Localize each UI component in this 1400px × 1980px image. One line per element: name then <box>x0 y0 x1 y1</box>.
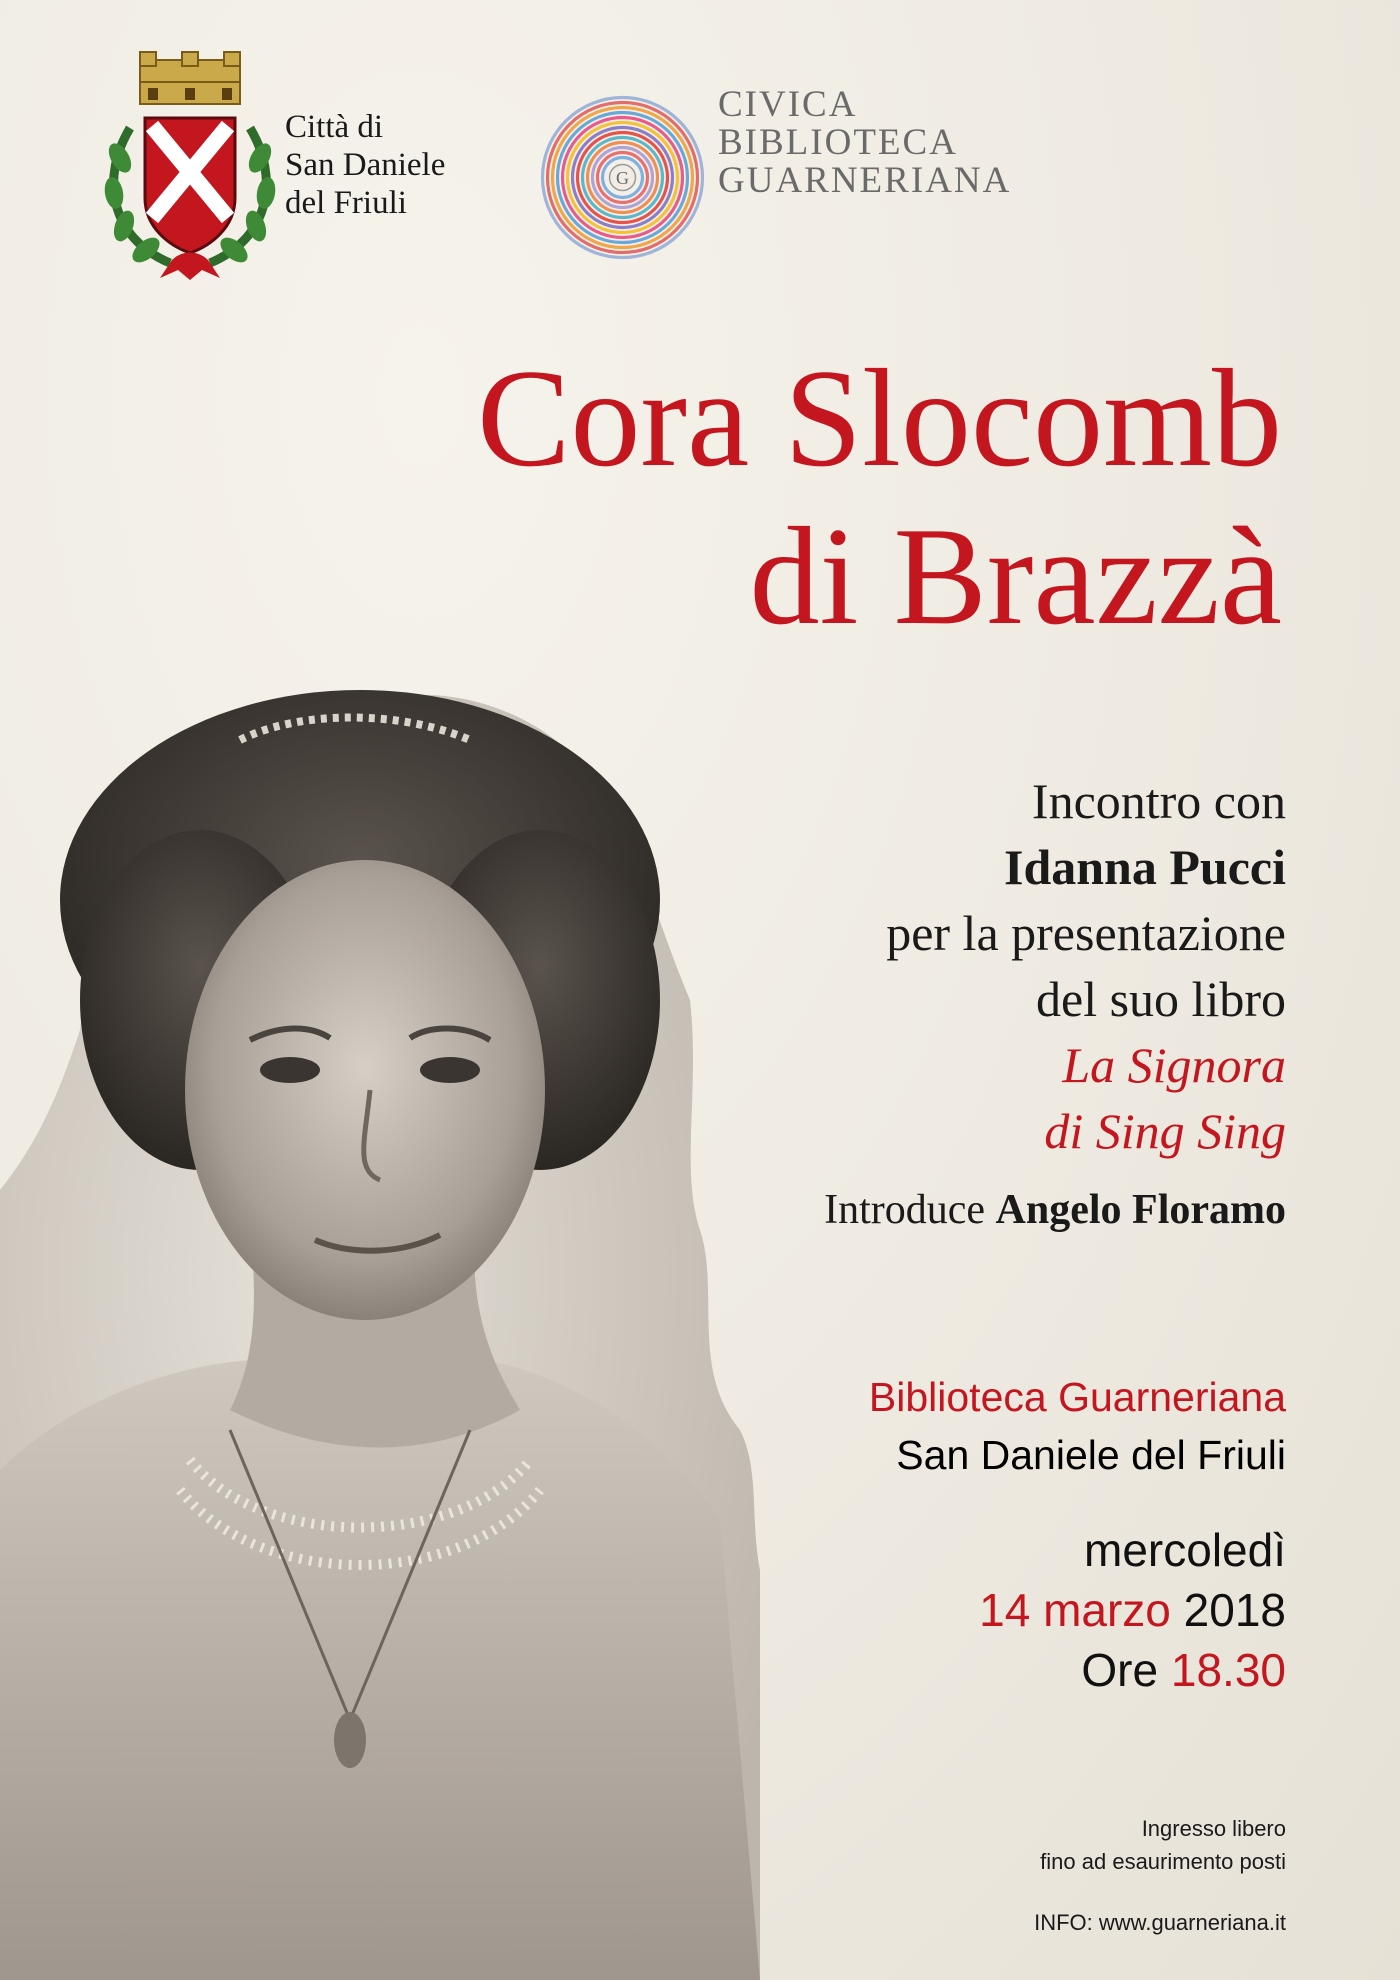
day-month: 14 marzo <box>979 1584 1171 1636</box>
time: 18.30 <box>1170 1644 1286 1696</box>
weekday: mercoledì <box>1084 1524 1286 1576</box>
library-name <box>718 86 1011 200</box>
city-name <box>285 108 445 222</box>
event-line: Incontro con <box>1031 773 1286 829</box>
venue-place: San Daniele del Friuli <box>896 1432 1286 1478</box>
library-logo-letter: G <box>616 168 629 188</box>
city-name-line: San Daniele <box>285 147 446 183</box>
speaker-name: Idanna Pucci <box>1003 839 1286 895</box>
event-line: per la presentazione <box>886 905 1286 961</box>
title-line-2: di Brazzà <box>749 499 1282 654</box>
title-line-1: Cora Slocomb <box>477 341 1282 496</box>
library-logo-icon <box>540 95 705 260</box>
introducer-label: Introduce <box>824 1187 986 1233</box>
library-name-line: BIBLIOTECA <box>718 122 958 163</box>
introducer-name: Angelo Floramo <box>995 1187 1286 1233</box>
venue-name: Biblioteca Guarneriana <box>868 1374 1286 1420</box>
event-description <box>824 768 1286 1238</box>
date-line <box>979 1580 1286 1640</box>
entry-note: Ingresso libero <box>1141 1816 1286 1841</box>
info-line <box>1034 1906 1286 1939</box>
city-name-line: Città di <box>285 109 384 145</box>
introducer <box>824 1182 1286 1238</box>
website-link[interactable]: www.guarneriana.it <box>1098 1910 1286 1935</box>
event-date <box>979 1520 1286 1700</box>
book-title-line: La Signora <box>1062 1037 1286 1093</box>
info-label: INFO: <box>1034 1910 1093 1935</box>
city-name-line: del Friuli <box>285 185 407 221</box>
venue <box>869 1368 1286 1484</box>
book-title-line: di Sing Sing <box>1044 1103 1286 1159</box>
poster-title <box>477 340 1282 656</box>
library-name-line: CIVICA <box>718 84 858 125</box>
portrait-photo <box>0 670 760 1980</box>
footer <box>1034 1812 1286 1939</box>
coat-of-arms-icon <box>90 48 290 288</box>
library-name-line: GUARNERIANA <box>718 160 1012 201</box>
time-label: Ore <box>1081 1644 1159 1696</box>
event-line: del suo libro <box>1036 971 1286 1027</box>
entry-note: fino ad esaurimento posti <box>1040 1849 1286 1874</box>
time-line <box>979 1640 1286 1700</box>
year: 2018 <box>1183 1584 1286 1636</box>
